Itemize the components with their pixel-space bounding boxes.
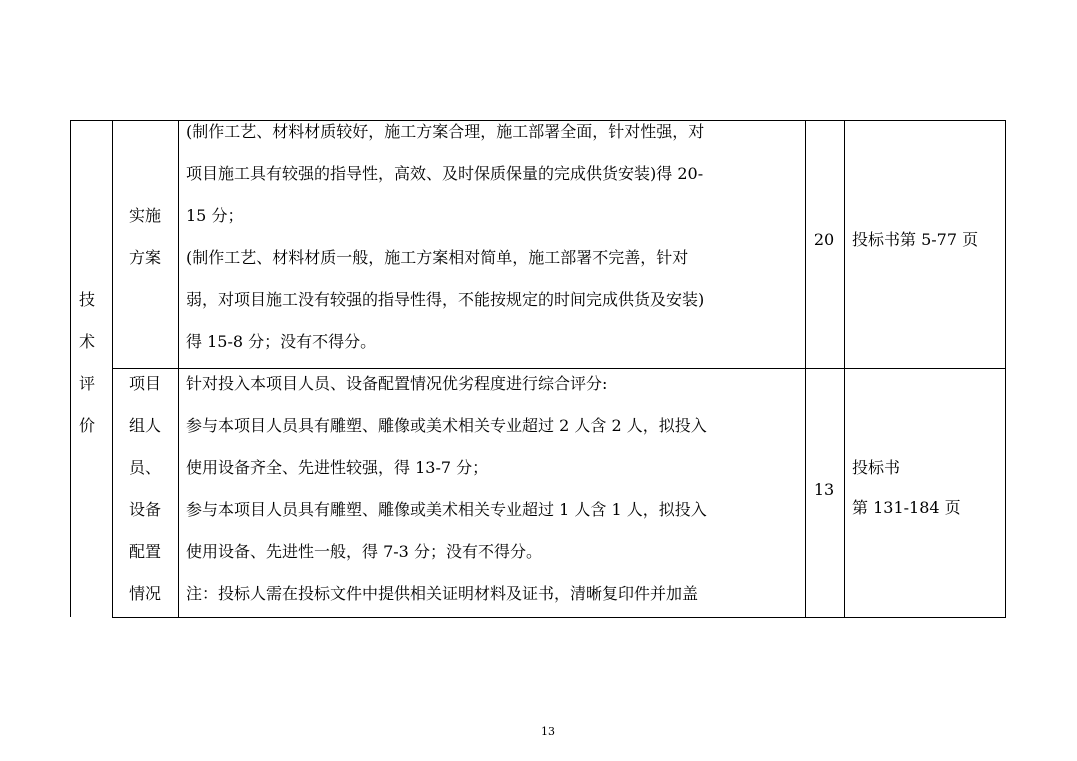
criteria-line: 针对投入本项目人员、设备配置情况优劣程度进行综合评分: bbox=[186, 374, 608, 393]
column-divider-score bbox=[844, 120, 845, 618]
table-border-right bbox=[1005, 120, 1006, 618]
item-name-line: 实施 bbox=[128, 206, 161, 225]
criteria-line: (制作工艺、材料材质较好，施工方案合理，施工部署全面，针对性强，对 bbox=[186, 122, 705, 141]
row-divider bbox=[112, 368, 1006, 369]
item-name-line: 情况 bbox=[128, 584, 161, 603]
item-name-line: 设备 bbox=[128, 500, 161, 519]
score-value: 13 bbox=[813, 480, 835, 499]
table-border-top bbox=[70, 120, 1006, 121]
category-char: 技 bbox=[78, 290, 95, 309]
column-divider-criteria bbox=[805, 120, 806, 618]
column-divider-item bbox=[178, 120, 179, 618]
column-divider-category bbox=[112, 120, 113, 618]
criteria-line: (制作工艺、材料材质一般，施工方案相对简单，施工部署不完善，针对 bbox=[186, 248, 689, 267]
score-value: 20 bbox=[813, 230, 835, 249]
criteria-line: 注：投标人需在投标文件中提供相关证明材料及证书，清晰复印件并加盖 bbox=[186, 584, 699, 603]
reference-line: 投标书 bbox=[852, 458, 901, 477]
item-name-line: 员、 bbox=[128, 458, 161, 477]
criteria-line: 参与本项目人员具有雕塑、雕像或美术相关专业超过 1 人含 1 人，拟投入 bbox=[186, 500, 707, 519]
criteria-line: 项目施工具有较强的指导性，高效、及时保质保量的完成供货安装)得 20- bbox=[186, 164, 704, 183]
criteria-line: 15 分； bbox=[186, 206, 244, 225]
page-number: 13 bbox=[541, 725, 555, 738]
reference-line: 投标书第 5-77 页 bbox=[852, 230, 979, 249]
category-char: 评 bbox=[78, 374, 95, 393]
item-name-line: 组人 bbox=[128, 416, 161, 435]
criteria-line: 参与本项目人员具有雕塑、雕像或美术相关专业超过 2 人含 2 人，拟投入 bbox=[186, 416, 707, 435]
criteria-line: 弱，对项目施工没有较强的指导性得，不能按规定的时间完成供货及安装) bbox=[186, 290, 705, 309]
reference-line: 第 131-184 页 bbox=[852, 498, 961, 517]
item-name-line: 项目 bbox=[128, 374, 161, 393]
item-name-line: 方案 bbox=[128, 248, 161, 267]
table-border-left bbox=[70, 120, 71, 617]
category-char: 价 bbox=[78, 416, 95, 435]
criteria-line: 得 15-8 分；没有不得分。 bbox=[186, 332, 377, 351]
table-border-bottom bbox=[112, 617, 1006, 618]
item-name-line: 配置 bbox=[128, 542, 161, 561]
criteria-line: 使用设备齐全、先进性较强，得 13-7 分； bbox=[186, 458, 489, 477]
category-char: 术 bbox=[78, 332, 95, 351]
criteria-line: 使用设备、先进性一般，得 7-3 分；没有不得分。 bbox=[186, 542, 542, 561]
